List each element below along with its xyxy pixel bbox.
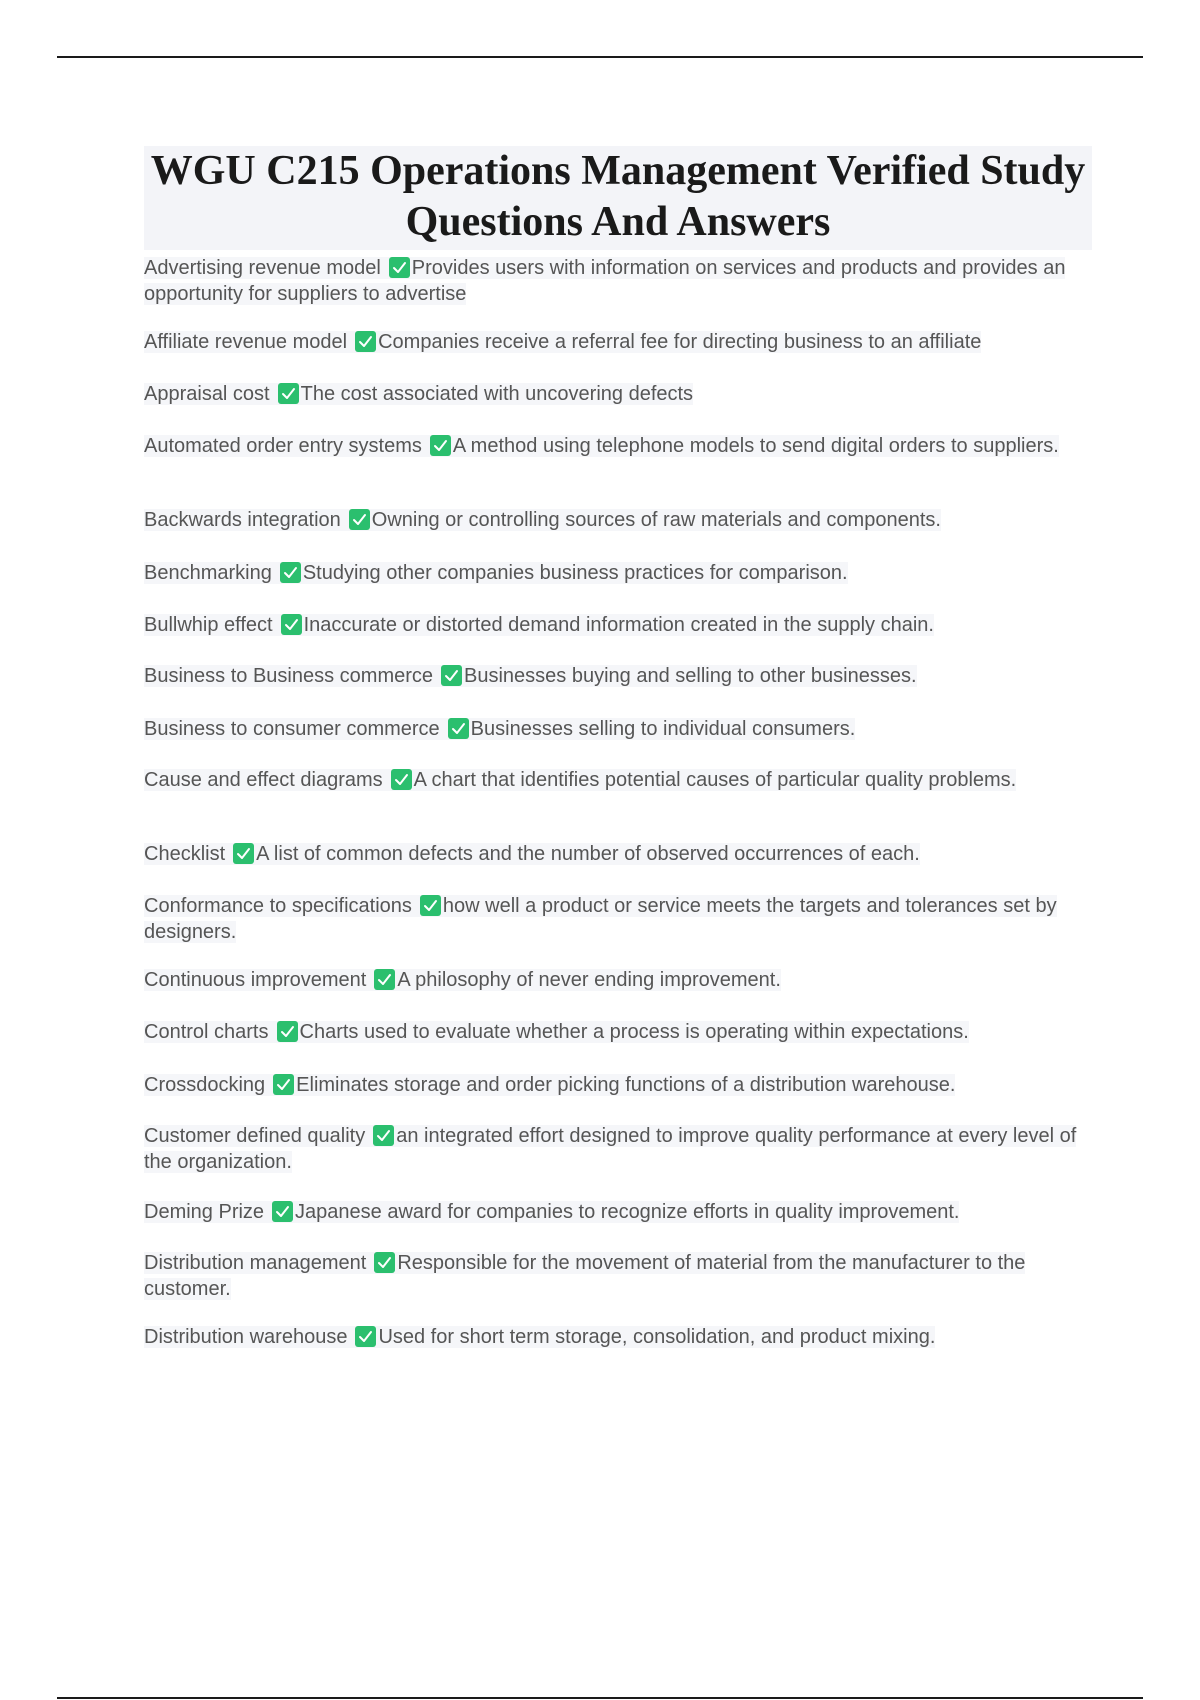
qa-entry-text [144,257,1065,305]
qa-term: Checklist [144,843,226,865]
title-block [144,146,1092,250]
qa-entry [144,433,1092,459]
qa-entry-text [144,331,981,353]
check-icon [420,895,441,916]
qa-entry-text [144,718,855,740]
qa-definition: The cost associated with uncovering defects [300,383,694,405]
check-icon [389,257,410,278]
document-body [144,146,1092,1348]
qa-entry-text [144,969,781,991]
qa-term: Control charts [144,1021,269,1043]
qa-term: Continuous improvement [144,969,367,991]
qa-term: Conformance to specifications [144,895,412,917]
qa-definition: A method using telephone models to send digital orders to suppliers. [452,435,1059,457]
qa-entry [144,507,1092,533]
check-icon [280,562,301,583]
qa-entry-text [144,1326,935,1348]
qa-term: Distribution warehouse [144,1326,348,1348]
qa-entry-text [144,769,1016,791]
qa-entry-text [144,1201,959,1223]
qa-entry [144,1250,1092,1302]
check-icon [374,1252,395,1273]
check-icon [441,665,462,686]
qa-entry-text [144,435,1059,457]
qa-term: Business to consumer commerce [144,718,440,740]
qa-entry [144,255,1092,307]
qa-definition: Businesses buying and selling to other businesses. [464,665,917,687]
qa-definition: Used for short term storage, consolidation, and product mixing. [378,1326,936,1348]
qa-definition: A philosophy of never ending improvement. [397,969,781,991]
qa-term: Bullwhip effect [144,614,273,636]
qa-definition: Inaccurate or distorted demand information created in the supply chain. [303,614,934,636]
qa-entry [144,560,1092,586]
qa-definition: Eliminates storage and order picking functions of a distribution warehouse. [296,1074,956,1096]
qa-definition: A chart that identifies potential causes of particular quality problems. [413,769,1017,791]
qa-entry [144,1072,1092,1098]
check-icon [430,435,451,456]
qa-term: Cause and effect diagrams [144,769,383,791]
qa-definition: Responsible for the movement of material from the manufacturer to the customer. [144,1252,1026,1300]
qa-entry [144,612,1092,638]
qa-entry [144,1324,1092,1350]
qa-term: Advertising revenue model [144,257,381,279]
check-icon [355,1326,376,1347]
qa-entry-text [144,1074,955,1096]
qa-entry [144,767,1092,793]
qa-entry-text [144,1252,1025,1300]
check-icon [448,718,469,739]
check-icon [373,1125,394,1146]
qa-term: Customer defined quality [144,1125,366,1147]
qa-definition: how well a product or service meets the targets and tolerances set by designers. [144,895,1057,943]
qa-term: Distribution management [144,1252,367,1274]
qa-entry [144,1019,1092,1045]
check-icon [374,969,395,990]
qa-definition: Charts used to evaluate whether a process is operating within expectations. [299,1021,969,1043]
check-icon [391,769,412,790]
qa-entry-text [144,895,1057,943]
qa-entry-text [144,614,934,636]
check-icon [278,383,299,404]
qa-term: Business to Business commerce [144,665,434,687]
check-icon [281,614,302,635]
qa-entry [144,663,1092,689]
qa-term: Deming Prize [144,1201,265,1223]
qa-term: Crossdocking [144,1074,266,1096]
qa-entry-text [144,1021,969,1043]
qa-definition: A list of common defects and the number of observed occurrences of each. [256,843,920,865]
qa-definition: Japanese award for companies to recognize efforts in quality improvement. [295,1201,960,1223]
qa-definition: Companies receive a referral fee for directing business to an affiliate [378,331,982,353]
document-title: WGU C215 Operations Management Verified Study Questions And Answers [150,148,1086,245]
qa-term: Affiliate revenue model [144,331,348,353]
check-icon [273,1074,294,1095]
qa-entry-text [144,509,941,531]
qa-entry [144,967,1092,993]
qa-definition: Provides users with information on services and products and provides an opportunity for suppliers to advertise [144,257,1066,305]
qa-definition: Owning or controlling sources of raw materials and components. [371,509,941,531]
check-icon [272,1201,293,1222]
qa-entry [144,1199,1092,1225]
qa-entry-text [144,383,693,405]
qa-entry [144,893,1092,945]
qa-entry [144,841,1092,867]
qa-definition: Businesses selling to individual consumers. [470,718,856,740]
qa-entry-text [144,843,920,865]
qa-definition: Studying other companies business practices for comparison. [302,562,848,584]
qa-entry [144,381,1092,407]
page-bottom-rule [57,1697,1143,1699]
qa-definition: an integrated effort designed to improve quality performance at every level of the organization. [144,1125,1077,1173]
qa-term: Automated order entry systems [144,435,422,457]
qa-entry-text [144,1125,1076,1173]
qa-entry [144,1123,1092,1175]
qa-term: Appraisal cost [144,383,270,405]
qa-term: Benchmarking [144,562,272,584]
qa-entry [144,716,1092,742]
qa-entry [144,329,1092,355]
qa-term: Backwards integration [144,509,341,531]
check-icon [355,331,376,352]
check-icon [233,843,254,864]
qa-entry-text [144,562,848,584]
page-top-rule [57,56,1143,58]
check-icon [349,509,370,530]
check-icon [277,1021,298,1042]
qa-entry-text [144,665,917,687]
